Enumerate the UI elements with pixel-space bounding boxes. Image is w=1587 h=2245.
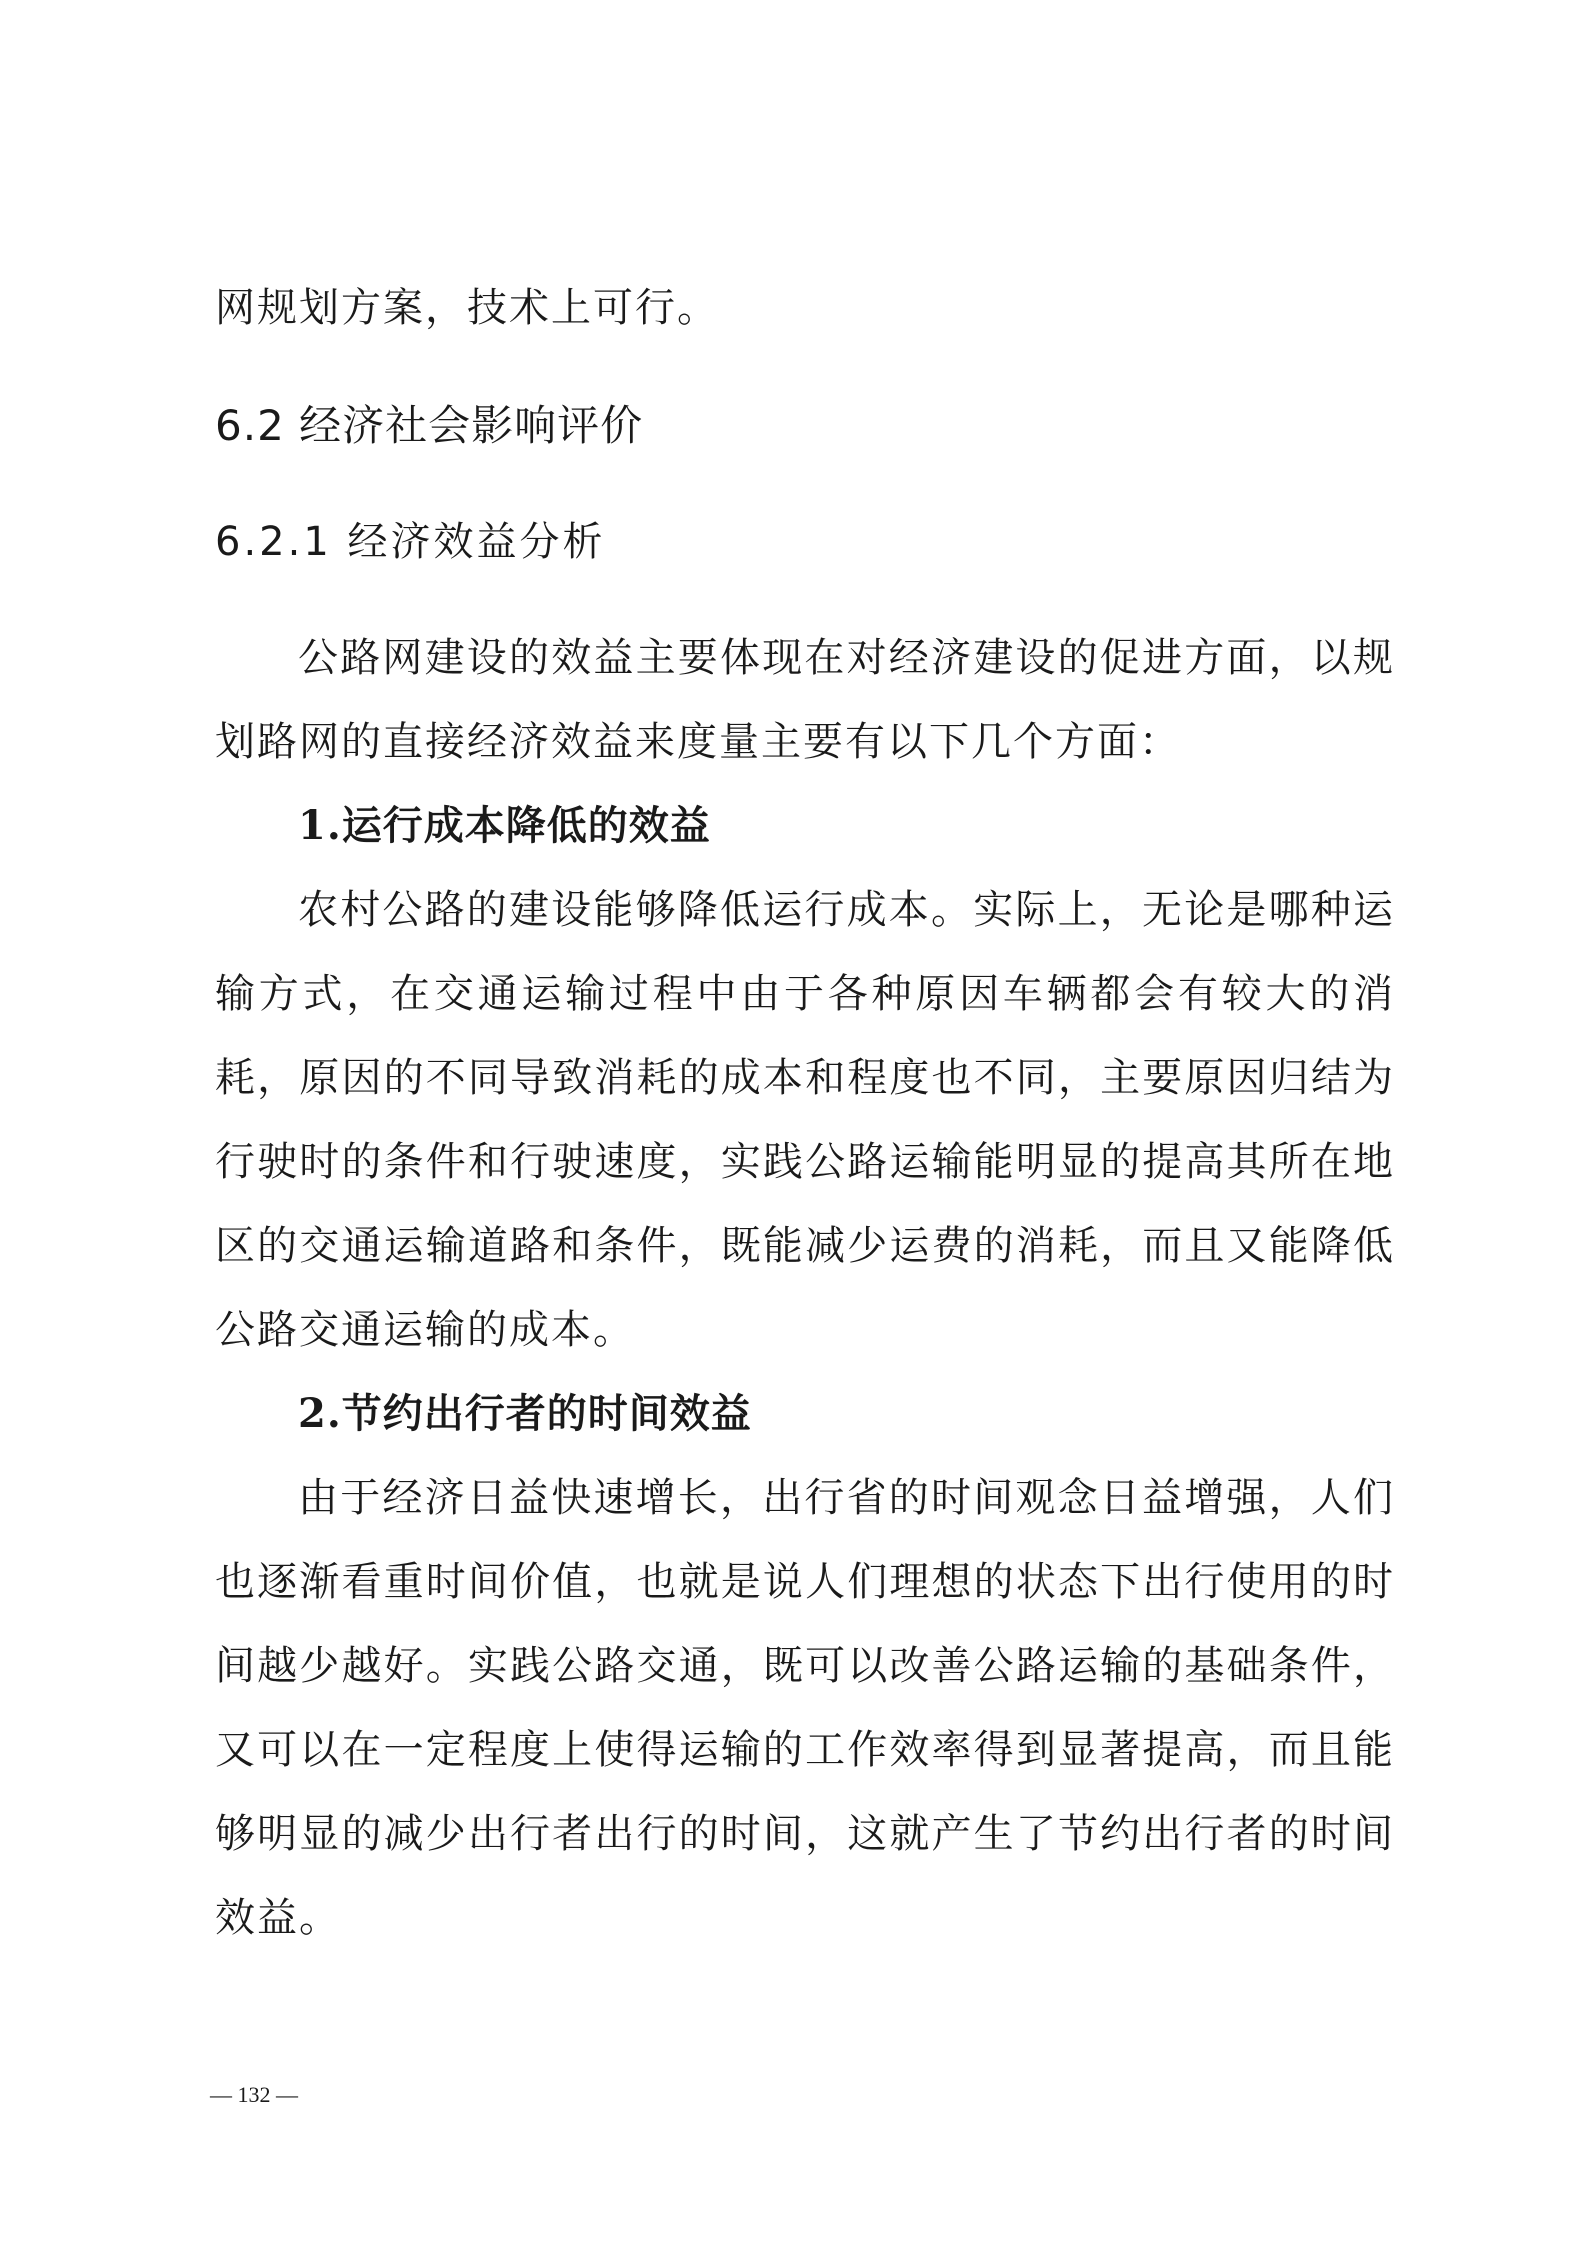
intro-paragraph-line: 公路网建设的效益主要体现在对经济建设的促进方面，以规 xyxy=(298,635,1395,681)
item1-paragraph-line: 耗，原因的不同导致消耗的成本和程度也不同，主要原因归结为 xyxy=(215,1055,1395,1101)
page-number: — 132 — xyxy=(210,2082,298,2107)
item2-paragraph-line: 也逐渐看重时间价值，也就是说人们理想的状态下出行使用的时 xyxy=(215,1559,1395,1605)
subsection-heading: 6.2.1 经济效益分析 xyxy=(215,519,606,565)
item2-paragraph-line: 效益。 xyxy=(215,1895,341,1941)
item1-paragraph-line: 输方式，在交通运输过程中由于各种原因车辆都会有较大的消 xyxy=(215,971,1395,1017)
section-heading: 6.2 经济社会影响评价 xyxy=(215,401,644,450)
item1-paragraph-line: 公路交通运输的成本。 xyxy=(215,1307,635,1353)
continuation-text-line: 网规划方案，技术上可行。 xyxy=(215,285,719,331)
item1-paragraph-line: 行驶时的条件和行驶速度，实践公路运输能明显的提高其所在地 xyxy=(215,1139,1395,1185)
item2-paragraph-line: 够明显的减少出行者出行的时间，这就产生了节约出行者的时间 xyxy=(215,1811,1395,1857)
item2-paragraph-line: 由于经济日益快速增长，出行省的时间观念日益增强，人们 xyxy=(298,1475,1395,1521)
intro-paragraph-line: 划路网的直接经济效益来度量主要有以下几个方面： xyxy=(215,719,1181,765)
item1-paragraph-line: 区的交通运输道路和条件，既能减少运费的消耗，而且又能降低 xyxy=(215,1223,1395,1269)
item2-paragraph-line: 又可以在一定程度上使得运输的工作效率得到显著提高，而且能 xyxy=(215,1727,1395,1773)
item2-paragraph-line: 间越少越好。实践公路交通，既可以改善公路运输的基础条件， xyxy=(215,1643,1395,1689)
item1-heading: 1.运行成本降低的效益 xyxy=(298,802,711,849)
item2-heading: 2.节约出行者的时间效益 xyxy=(298,1390,752,1437)
item1-paragraph-line: 农村公路的建设能够降低运行成本。实际上，无论是哪种运 xyxy=(298,887,1395,933)
